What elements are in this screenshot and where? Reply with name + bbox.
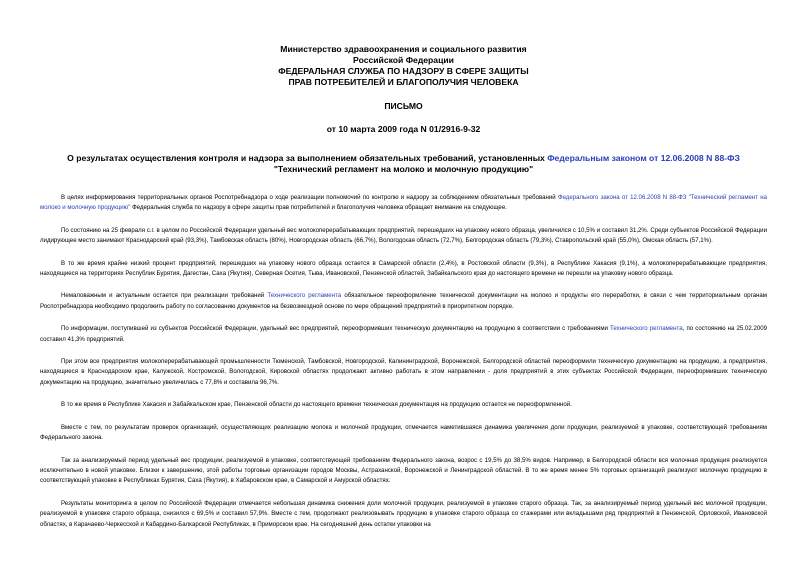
- federal-law-link-inline[interactable]: Федерального закона от 12.06.2008 N 88-ФЗ "Технический регламент на молоко и молочную продукцию": [40, 194, 767, 212]
- document-subject: [40, 153, 767, 175]
- paragraph-text: В целях информирования территориальных органов Роспотребнадзора о ходе реализации полномочий по контролю и надзору за соблюдением обязательных требований: [61, 194, 558, 201]
- technical-regulation-link[interactable]: Технического регламента: [267, 292, 342, 300]
- org-line-3: ФЕДЕРАЛЬНАЯ СЛУЖБА ПО НАДЗОРУ В СФЕРЕ ЗАЩИТЫ: [278, 66, 529, 76]
- paragraph-1: [40, 193, 767, 214]
- paragraph-text: Федеральная служба по надзору в сфере защиты прав потребителей и благополучия человека обращает внимание на следующее.: [130, 204, 507, 212]
- document-type: [0, 101, 807, 112]
- org-line-2: Российской Федерации: [353, 55, 454, 65]
- paragraph-4: [40, 291, 767, 312]
- letter-body: [40, 193, 767, 541]
- paragraph-text: обязательное переоформление технической документации на молоко и продукты его переработки, в связи с чем территориальным органам Роспотребнадзора необходимо продолжить работу по согласованию документов на безвозмездной основе по мере обращений предприятий в приоритетном порядке.: [40, 292, 767, 310]
- paragraph-7: В то же время в Республике Хакасия и Забайкальском крае, Пензенской области до настоящего времени техническая документация на продукцию остается не переоформленной.: [61, 401, 572, 409]
- federal-law-link[interactable]: Федеральным законом от 12.06.2008 N 88-ФЗ: [547, 153, 740, 163]
- paragraph-6: При этом все предприятия молокоперерабатывающей промышленности Тюменской, Тамбовской, Новгородской, Калининградской, Воронежской, Белгородской областей переоформили техническую документацию на продукцию, а предприятия, находящиеся в Краснодарском крае, Калужской, Костромской, Вологодской, Кировской областях продолжают активно работать в этом направлении - доля предприятий в этих субъектах Российской Федерации, переоформивших техническую документацию на продукцию, значительно увеличилась с 77,8% и составила 96,7%.: [40, 358, 767, 386]
- paragraph-2: По состоянию на 25 февраля с.г. в целом по Российской Федерации удельный вес молокоперерабатывающих предприятий, перешедших на упаковку нового образца, увеличился с 10,5% и составил 31,2%. Среди субъектов Российской Федерации лидирующее место занимают Краснодарский край (93,3%), Тамбовская область (80%), Новгородская область (66,7%), Вологодская область (72,7%), Белгородская область (79,3%), Ставропольский край (55,0%), Омская область (57,1%).: [40, 226, 767, 245]
- paragraph-text: Немаловажным и актуальным остается при реализации требований: [61, 292, 268, 300]
- subject-regulation-title: "Технический регламент на молоко и молочную продукцию": [273, 164, 534, 174]
- document-date: [0, 124, 807, 135]
- document-date-text: от 10 марта 2009 года N 01/2916-9-32: [326, 124, 481, 134]
- paragraph-8: Вместе с тем, по результатам проверок организаций, осуществляющих реализацию молока и молочной продукции, отмечается наметившаяся динамика увеличения доли продукции, реализуемой в упаковке, соответствующей требованиям Федерального закона.: [40, 423, 767, 442]
- paragraph-5: [40, 324, 767, 345]
- technical-regulation-link[interactable]: Технического регламента: [610, 325, 683, 333]
- document-type-text: ПИСЬМО: [384, 101, 423, 111]
- subject-text: О результатах осуществления контроля и надзора за выполнением обязательных требований, установленных: [67, 153, 548, 163]
- paragraph-text: По информации, поступившей из субъектов Российской Федерации, удельный вес предприятий, переоформивших техническую документацию на продукцию в соответствии с требованиями: [61, 325, 611, 333]
- paragraph-3: В то же время крайне низкий процент предприятий, перешедших на упаковку нового образца остается в Самарской области (2,4%), в Ростовской области (9,3%), в Республике Хакасия (9,1%), а молокоперерабатывающие предприятия, находящиеся на территориях Республик Бурятия, Дагестан, Саха (Якутия), Северная Осетия, Тыва, Ивановской, Пензенской областей, Забайкальского края до настоящего времени не перешли на упаковку нового образца.: [40, 259, 767, 278]
- org-line-4: ПРАВ ПОТРЕБИТЕЛЕЙ И БЛАГОПОЛУЧИЯ ЧЕЛОВЕКА: [288, 77, 519, 87]
- issuing-authority: [0, 44, 807, 88]
- paragraph-10: Результаты мониторинга в целом по Российской Федерации отмечается небольшая динамика снижения доли молочной продукции, реализуемой в упаковке старого образца. Так, за анализируемый период удельный вес молочной продукции, реализуемой в упаковке старого образца, снизился с 69,5% и составил 57,9%. Вместе с тем, продолжают реализовывать продукцию в упаковке старого образца со стажерами или вкладышами ряд предприятий в Пензенской, Орловской, Ивановской областях, в Карачаево-Черкесской и Кабардино-Балкарской Республиках, в Приморском крае. На сегодняшний день остатки упаковки на: [40, 499, 767, 528]
- org-line-1: Министерство здравоохранения и социального развития: [280, 44, 527, 54]
- paragraph-text: , по состоянию на 25.02.2009 составил 41,3% предприятий.: [40, 325, 767, 343]
- paragraph-9: Так за анализируемый период удельный вес продукции, реализуемой в упаковке, соответствующей требованиям Федерального закона, возрос с 19,5% до 38,5% видов. Например, в Белгородской области вся молочная продукция реализуется исключительно в новой упаковке. Близки к завершению, этой работы торговые организации городов Москвы, Астраханской, Воронежской и Ленинградской областей. В то же время менее 5% торговых организаций реализуют молочную продукцию в соответствующей упаковке в Республиках Бурятия, Саха (Якутия), в Хабаровском крае, в Самарской и Амурской областях.: [40, 456, 767, 485]
